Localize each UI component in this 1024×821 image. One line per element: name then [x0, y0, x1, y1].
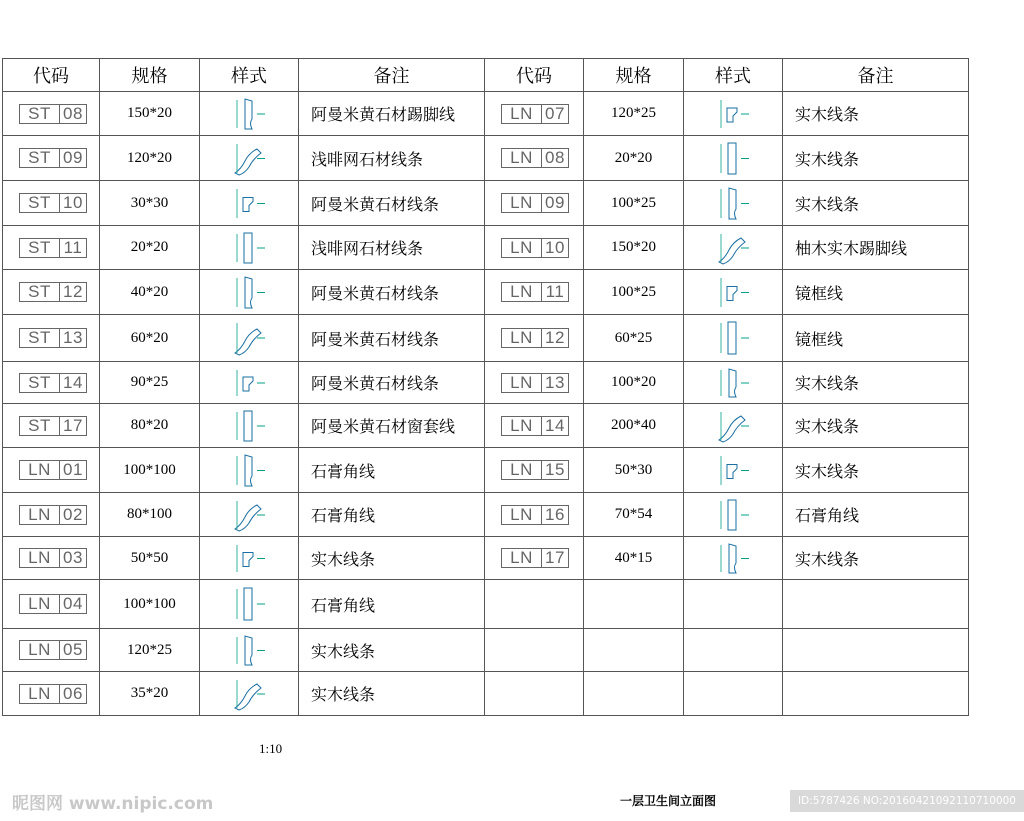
code-number: 17 [63, 415, 83, 435]
left-note-cell: 阿曼米黄石材线条 [299, 315, 485, 362]
table-row [3, 629, 969, 672]
code-label [501, 238, 569, 258]
right-size-cell: 100*25 [584, 270, 684, 315]
table-row [3, 315, 969, 362]
table-row [3, 537, 969, 580]
code-prefix: LN [502, 149, 542, 167]
table-row [3, 672, 969, 716]
profile-drawing-icon [684, 136, 783, 181]
code-prefix: LN [20, 641, 60, 659]
code-label [19, 104, 87, 124]
code-number: 08 [63, 103, 83, 123]
left-size-cell: 100*100 [100, 448, 200, 493]
right-size-cell: 120*25 [584, 92, 684, 136]
profile-drawing-icon [200, 362, 299, 404]
profile-drawing-icon [200, 672, 299, 716]
left-code-cell [3, 537, 100, 580]
left-note-cell: 石膏角线 [299, 448, 485, 493]
left-note-cell: 石膏角线 [299, 493, 485, 537]
code-prefix: LN [502, 506, 542, 524]
code-prefix: ST [20, 194, 60, 212]
right-code-cell [485, 136, 584, 181]
left-size-cell: 20*20 [100, 226, 200, 270]
code-prefix: LN [20, 549, 60, 567]
header-size: 规格 [100, 59, 200, 92]
code-label [501, 148, 569, 168]
right-code-cell [485, 315, 584, 362]
table-row [3, 580, 969, 629]
table-row [3, 493, 969, 537]
right-size-cell: 60*25 [584, 315, 684, 362]
profile-drawing-icon [200, 537, 299, 580]
code-number: 17 [545, 548, 565, 567]
code-prefix: LN [20, 461, 60, 479]
right-note-cell: 实木线条 [783, 362, 969, 404]
left-code-cell [3, 181, 100, 226]
right-size-cell: 50*30 [584, 448, 684, 493]
code-label [19, 460, 87, 480]
empty-cell [783, 672, 969, 716]
empty-cell [684, 580, 783, 629]
moulding-spec-table [2, 58, 969, 716]
left-size-cell: 90*25 [100, 362, 200, 404]
code-number: 12 [63, 282, 83, 301]
code-prefix: ST [20, 105, 60, 123]
empty-cell [485, 629, 584, 672]
header-code: 代码 [485, 59, 584, 92]
right-code-cell [485, 92, 584, 136]
code-label [19, 282, 87, 302]
left-code-cell [3, 136, 100, 181]
profile-drawing-icon [684, 270, 783, 315]
code-prefix: LN [20, 506, 60, 524]
code-prefix: ST [20, 283, 60, 301]
code-number: 08 [545, 148, 565, 167]
profile-drawing-icon [684, 92, 783, 136]
left-code-cell [3, 362, 100, 404]
code-label [501, 373, 569, 393]
code-number: 03 [63, 548, 83, 567]
profile-drawing-icon [684, 226, 783, 270]
code-number: 13 [545, 372, 565, 392]
right-code-cell [485, 404, 584, 448]
profile-drawing-icon [200, 315, 299, 362]
code-label [501, 193, 569, 213]
header-row [3, 59, 969, 92]
code-prefix: LN [20, 685, 60, 703]
left-note-cell: 石膏角线 [299, 580, 485, 629]
header-note: 备注 [299, 59, 485, 92]
left-size-cell: 80*20 [100, 404, 200, 448]
code-prefix: LN [502, 329, 542, 347]
code-prefix: ST [20, 239, 60, 257]
right-code-cell [485, 448, 584, 493]
code-number: 02 [63, 504, 83, 524]
code-label [501, 505, 569, 525]
code-number: 06 [63, 683, 83, 703]
header-style: 样式 [200, 59, 299, 92]
code-number: 14 [545, 415, 565, 435]
code-prefix: ST [20, 149, 60, 167]
left-note-cell: 阿曼米黄石材线条 [299, 362, 485, 404]
code-number: 13 [63, 328, 83, 347]
profile-drawing-icon [200, 448, 299, 493]
code-number: 01 [63, 460, 83, 479]
left-note-cell: 阿曼米黄石材线条 [299, 270, 485, 315]
left-code-cell [3, 315, 100, 362]
empty-cell [584, 629, 684, 672]
right-size-cell: 100*20 [584, 362, 684, 404]
code-label [501, 282, 569, 302]
header-style: 样式 [684, 59, 783, 92]
code-prefix: LN [502, 549, 542, 567]
left-size-cell: 120*20 [100, 136, 200, 181]
right-note-cell: 实木线条 [783, 136, 969, 181]
right-note-cell: 实木线条 [783, 92, 969, 136]
right-size-cell: 70*54 [584, 493, 684, 537]
profile-drawing-icon [684, 362, 783, 404]
profile-drawing-icon [684, 448, 783, 493]
code-label [501, 460, 569, 480]
code-label [19, 328, 87, 348]
left-size-cell: 80*100 [100, 493, 200, 537]
code-number: 15 [545, 460, 565, 479]
left-note-cell: 浅啡网石材线条 [299, 226, 485, 270]
code-prefix: LN [502, 417, 542, 435]
code-number: 11 [63, 237, 83, 257]
code-label [501, 548, 569, 568]
code-label [19, 640, 87, 660]
right-size-cell: 20*20 [584, 136, 684, 181]
code-number: 09 [545, 193, 565, 212]
right-code-cell [485, 537, 584, 580]
table-row [3, 92, 969, 136]
right-note-cell: 石膏角线 [783, 493, 969, 537]
header-size: 规格 [584, 59, 684, 92]
code-number: 05 [63, 640, 83, 659]
code-number: 16 [545, 504, 565, 524]
profile-drawing-icon [200, 136, 299, 181]
code-prefix: LN [502, 194, 542, 212]
left-code-cell [3, 226, 100, 270]
left-note-cell: 阿曼米黄石材踢脚线 [299, 92, 485, 136]
right-code-cell [485, 493, 584, 537]
empty-cell [584, 580, 684, 629]
scale-label: 1:10 [259, 741, 283, 756]
left-code-cell [3, 404, 100, 448]
drawing-title: 一层卫生间立面图 [620, 794, 717, 808]
empty-cell [485, 672, 584, 716]
right-note-cell: 镜框线 [783, 270, 969, 315]
profile-drawing-icon [200, 226, 299, 270]
code-prefix: ST [20, 374, 60, 392]
left-size-cell: 40*20 [100, 270, 200, 315]
code-label [19, 238, 87, 258]
code-label [19, 193, 87, 213]
left-size-cell: 150*20 [100, 92, 200, 136]
code-prefix: LN [502, 461, 542, 479]
code-prefix: LN [502, 374, 542, 392]
profile-drawing-icon [684, 181, 783, 226]
left-size-cell: 100*100 [100, 580, 200, 629]
code-label [19, 548, 87, 568]
code-number: 04 [63, 594, 83, 613]
profile-drawing-icon [684, 493, 783, 537]
left-note-cell: 实木线条 [299, 537, 485, 580]
code-number: 07 [545, 103, 565, 123]
left-code-cell [3, 448, 100, 493]
left-size-cell: 35*20 [100, 672, 200, 716]
left-code-cell [3, 629, 100, 672]
header-note: 备注 [783, 59, 969, 92]
header-code: 代码 [3, 59, 100, 92]
empty-cell [485, 580, 584, 629]
code-prefix: ST [20, 417, 60, 435]
table-row [3, 181, 969, 226]
left-code-cell [3, 270, 100, 315]
empty-cell [783, 629, 969, 672]
right-note-cell: 实木线条 [783, 404, 969, 448]
left-size-cell: 50*50 [100, 537, 200, 580]
left-note-cell: 实木线条 [299, 629, 485, 672]
code-prefix: LN [502, 105, 542, 123]
code-label [19, 148, 87, 168]
left-code-cell [3, 493, 100, 537]
right-note-cell: 镜框线 [783, 315, 969, 362]
right-size-cell: 40*15 [584, 537, 684, 580]
left-code-cell [3, 672, 100, 716]
profile-drawing-icon [200, 493, 299, 537]
profile-drawing-icon [684, 404, 783, 448]
code-label [501, 328, 569, 348]
profile-drawing-icon [684, 537, 783, 580]
profile-drawing-icon [200, 92, 299, 136]
table-row [3, 362, 969, 404]
left-size-cell: 60*20 [100, 315, 200, 362]
profile-drawing-icon [200, 181, 299, 226]
right-note-cell: 实木线条 [783, 537, 969, 580]
code-prefix: LN [502, 283, 542, 301]
right-code-cell [485, 181, 584, 226]
code-prefix: LN [20, 595, 60, 613]
left-note-cell: 浅啡网石材线条 [299, 136, 485, 181]
code-number: 10 [63, 193, 83, 212]
table-row [3, 448, 969, 493]
code-label [501, 416, 569, 436]
code-number: 09 [63, 148, 83, 167]
code-number: 12 [545, 328, 565, 347]
profile-drawing-icon [200, 629, 299, 672]
empty-cell [684, 629, 783, 672]
code-number: 10 [545, 237, 565, 257]
right-code-cell [485, 362, 584, 404]
empty-cell [584, 672, 684, 716]
code-label [19, 373, 87, 393]
left-note-cell: 实木线条 [299, 672, 485, 716]
table-row [3, 270, 969, 315]
left-note-cell: 阿曼米黄石材窗套线 [299, 404, 485, 448]
empty-cell [684, 672, 783, 716]
table-row [3, 136, 969, 181]
code-label [19, 505, 87, 525]
code-number: 14 [63, 372, 83, 392]
code-label [19, 684, 87, 704]
profile-drawing-icon [200, 270, 299, 315]
right-code-cell [485, 226, 584, 270]
table-row [3, 404, 969, 448]
left-size-cell: 120*25 [100, 629, 200, 672]
right-note-cell: 柚木实木踢脚线 [783, 226, 969, 270]
left-code-cell [3, 580, 100, 629]
right-size-cell: 200*40 [584, 404, 684, 448]
code-label [501, 104, 569, 124]
code-label [19, 416, 87, 436]
right-note-cell: 实木线条 [783, 181, 969, 226]
left-size-cell: 30*30 [100, 181, 200, 226]
profile-drawing-icon [684, 315, 783, 362]
right-code-cell [485, 270, 584, 315]
code-prefix: ST [20, 329, 60, 347]
code-number: 11 [545, 282, 565, 301]
right-note-cell: 实木线条 [783, 448, 969, 493]
left-note-cell: 阿曼米黄石材线条 [299, 181, 485, 226]
left-code-cell [3, 92, 100, 136]
table-row [3, 226, 969, 270]
code-label [19, 594, 87, 614]
right-size-cell: 150*20 [584, 226, 684, 270]
right-size-cell: 100*25 [584, 181, 684, 226]
profile-drawing-icon [200, 580, 299, 629]
code-prefix: LN [502, 239, 542, 257]
profile-drawing-icon [200, 404, 299, 448]
watermark-id: ID:5787426 NO:20160421092110710000 [790, 790, 1024, 812]
empty-cell [783, 580, 969, 629]
watermark-logo: 昵图网 www.nipic.com [12, 794, 214, 814]
